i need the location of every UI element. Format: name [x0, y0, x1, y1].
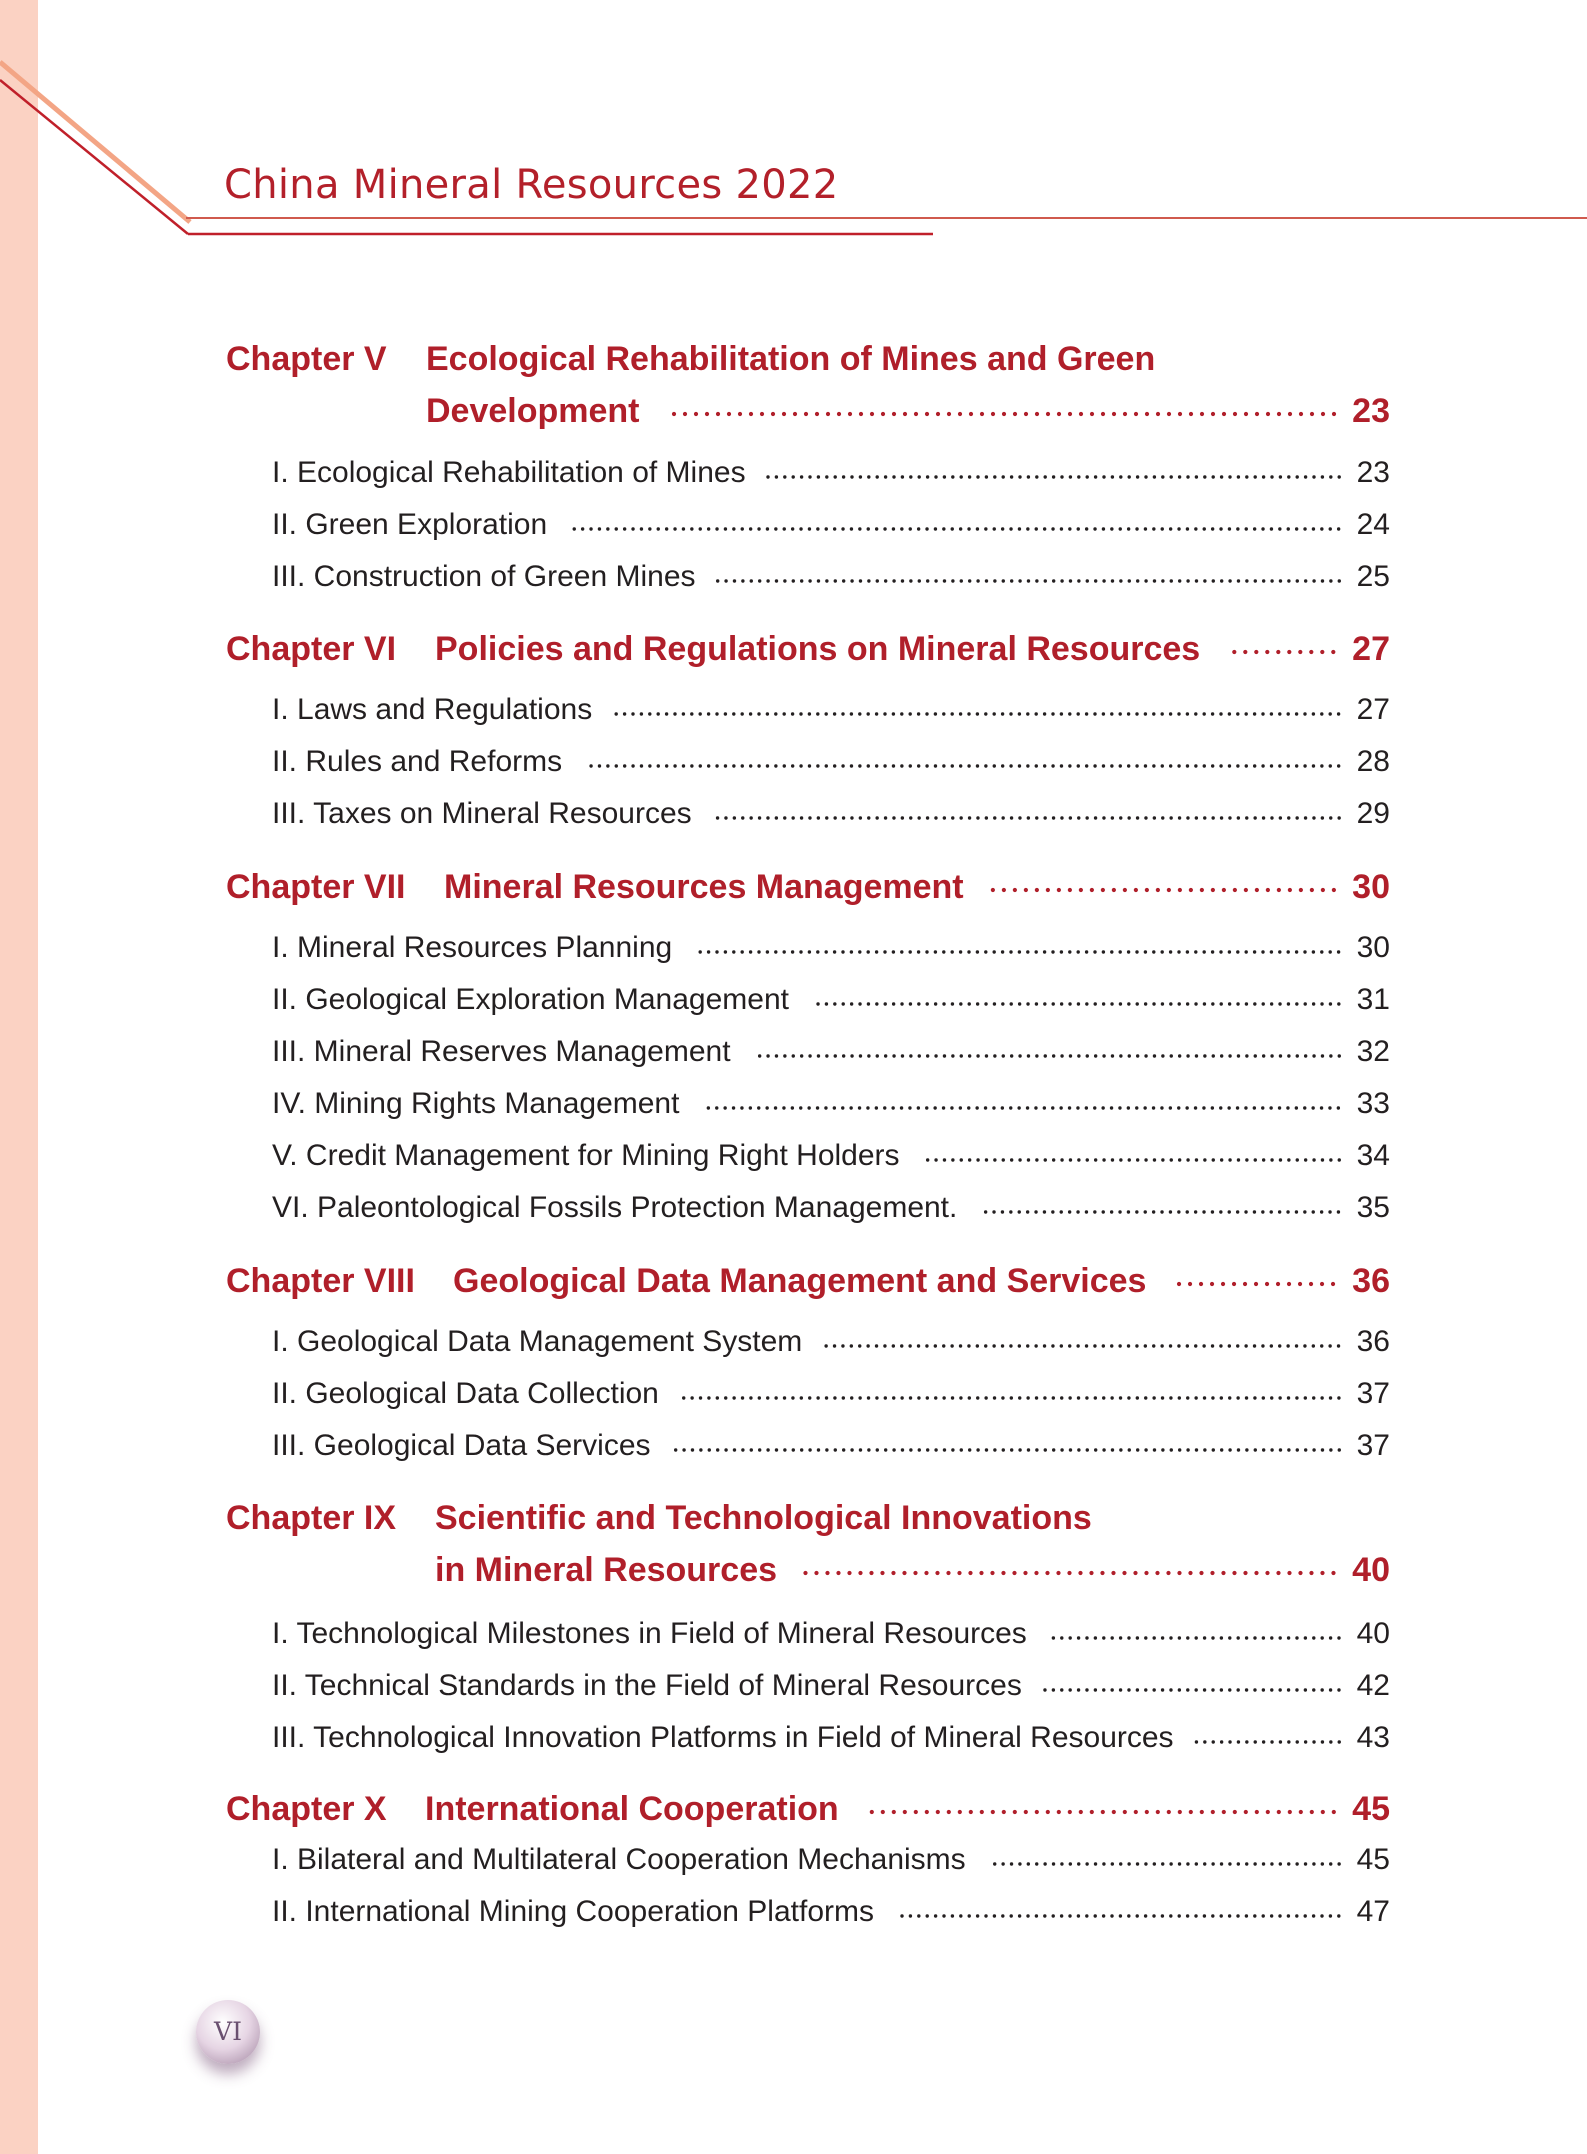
dot-leader [914, 1130, 1344, 1182]
dot-leader [665, 1420, 1344, 1472]
dot-leader [816, 1316, 1344, 1368]
section-title: II. Rules and Reforms [272, 745, 563, 778]
section-title: III. Taxes on Mineral Resources [272, 797, 692, 830]
chapter-title: Ecological Rehabilitation of Mines and Green [426, 340, 1156, 378]
chapter-label: Chapter VII [226, 868, 406, 906]
section-entry[interactable] [272, 1660, 1390, 1712]
section-entry[interactable] [272, 1368, 1390, 1420]
chapter-label: Chapter V [226, 340, 387, 378]
chapter-title: in Mineral Resources [435, 1551, 778, 1589]
section-page-number: 34 [1356, 1139, 1390, 1172]
running-header-title: China Mineral Resources 2022 [224, 162, 839, 208]
chapter-page-number: 40 [1352, 1551, 1390, 1589]
section-page-number: 33 [1356, 1087, 1390, 1120]
chapter-heading[interactable] [226, 1492, 1390, 1544]
section-entry[interactable] [272, 788, 1390, 840]
chapter-title: Mineral Resources Management [444, 868, 964, 906]
dot-leader [576, 736, 1344, 788]
section-entry[interactable] [272, 974, 1390, 1026]
chapter-page-number: 23 [1352, 392, 1390, 430]
chapter-label: Chapter VIII [226, 1262, 415, 1300]
chapter-title: International Cooperation [425, 1790, 839, 1828]
chapter-label: Chapter IX [226, 1499, 397, 1537]
chapter-title: Policies and Regulations on Mineral Resources [435, 630, 1201, 668]
section-entry[interactable] [272, 447, 1390, 499]
section-page-number: 31 [1356, 983, 1390, 1016]
chapter-heading[interactable] [226, 1255, 1390, 1307]
section-entry[interactable] [272, 1316, 1390, 1368]
section-title: II. Geological Data Collection [272, 1377, 659, 1410]
chapter-label: Chapter X [226, 1790, 387, 1828]
chapter-page-number: 30 [1352, 868, 1390, 906]
dot-leader [706, 788, 1344, 840]
chapter-title: Scientific and Technological Innovations [435, 1499, 1092, 1537]
section-page-number: 37 [1356, 1429, 1390, 1462]
section-entry[interactable] [272, 736, 1390, 788]
section-page-number: 42 [1356, 1669, 1390, 1702]
section-entry[interactable] [272, 1130, 1390, 1182]
section-page-number: 29 [1356, 797, 1390, 830]
dot-leader [561, 499, 1344, 551]
section-title: I. Mineral Resources Planning [272, 931, 673, 964]
dot-leader [1041, 1608, 1344, 1660]
dot-leader [980, 1834, 1344, 1886]
section-title: II. International Mining Cooperation Platforms [272, 1895, 874, 1928]
section-title: V. Credit Management for Mining Right Holders [272, 1139, 900, 1172]
section-title: IV. Mining Rights Management [272, 1087, 680, 1120]
section-entry[interactable] [272, 1834, 1390, 1886]
dot-leader [693, 1078, 1344, 1130]
section-entry[interactable] [272, 1886, 1390, 1938]
section-page-number: 30 [1356, 931, 1390, 964]
chapter-heading[interactable] [226, 333, 1390, 385]
section-page-number: 36 [1356, 1325, 1390, 1358]
section-title: I. Technological Milestones in Field of Mineral Resources [272, 1617, 1027, 1650]
dot-leader [1160, 1255, 1340, 1307]
dot-leader [745, 1026, 1344, 1078]
section-page-number: 43 [1356, 1721, 1390, 1754]
section-entry[interactable] [272, 1420, 1390, 1472]
section-entry[interactable] [272, 922, 1390, 974]
section-title: I. Bilateral and Multilateral Cooperation Mechanisms [272, 1843, 966, 1876]
section-entry[interactable] [272, 499, 1390, 551]
chapter-title: Development [426, 392, 640, 430]
section-page-number: 37 [1356, 1377, 1390, 1410]
chapter-page-number: 27 [1352, 630, 1390, 668]
dot-leader [710, 551, 1344, 603]
chapter-heading[interactable] [226, 385, 1390, 437]
dot-leader [606, 684, 1344, 736]
section-title: II. Green Exploration [272, 508, 548, 541]
chapter-page-number: 36 [1352, 1262, 1390, 1300]
section-entry[interactable] [272, 1608, 1390, 1660]
chapter-heading[interactable] [226, 623, 1390, 675]
section-title: I. Laws and Regulations [272, 693, 593, 726]
section-page-number: 47 [1356, 1895, 1390, 1928]
section-title: III. Geological Data Services [272, 1429, 651, 1462]
dot-leader [654, 385, 1341, 437]
dot-leader [686, 922, 1344, 974]
section-title: III. Mineral Reserves Management [272, 1035, 731, 1068]
section-page-number: 25 [1356, 560, 1390, 593]
dot-leader [853, 1783, 1340, 1835]
section-page-number: 32 [1356, 1035, 1390, 1068]
dot-leader [803, 974, 1344, 1026]
dot-leader [1214, 623, 1340, 675]
section-page-number: 23 [1356, 456, 1390, 489]
section-title: III. Construction of Green Mines [272, 560, 696, 593]
section-entry[interactable] [272, 1712, 1390, 1764]
page-number-badge: VI [196, 2000, 260, 2064]
dot-leader [673, 1368, 1344, 1420]
section-title: I. Ecological Rehabilitation of Mines [272, 456, 746, 489]
dot-leader [1188, 1712, 1344, 1764]
section-page-number: 45 [1356, 1843, 1390, 1876]
chapter-page-number: 45 [1352, 1790, 1390, 1828]
dot-leader [760, 447, 1344, 499]
section-title: I. Geological Data Management System [272, 1325, 803, 1358]
section-entry[interactable] [272, 1182, 1390, 1234]
section-entry[interactable] [272, 1026, 1390, 1078]
dot-leader [971, 1182, 1344, 1234]
section-entry[interactable] [272, 551, 1390, 603]
dot-leader [1036, 1660, 1344, 1712]
chapter-heading[interactable] [226, 861, 1390, 913]
section-title: II. Geological Exploration Management [272, 983, 789, 1016]
dot-leader [888, 1886, 1344, 1938]
section-title: III. Technological Innovation Platforms in Field of Mineral Resources [272, 1721, 1174, 1754]
section-entry[interactable] [272, 684, 1390, 736]
dot-leader [791, 1544, 1340, 1596]
section-page-number: 24 [1356, 508, 1390, 541]
section-title: VI. Paleontological Fossils Protection Management. [272, 1191, 958, 1224]
chapter-title: Geological Data Management and Services [453, 1262, 1147, 1300]
section-page-number: 40 [1356, 1617, 1390, 1650]
section-entry[interactable] [272, 1078, 1390, 1130]
chapter-label: Chapter VI [226, 630, 397, 668]
section-page-number: 27 [1356, 693, 1390, 726]
chapter-heading[interactable] [226, 1544, 1390, 1596]
section-page-number: 28 [1356, 745, 1390, 778]
chapter-heading[interactable] [226, 1783, 1390, 1835]
section-title: II. Technical Standards in the Field of Mineral Resources [272, 1669, 1022, 1702]
section-page-number: 35 [1356, 1191, 1390, 1224]
dot-leader [978, 861, 1340, 913]
